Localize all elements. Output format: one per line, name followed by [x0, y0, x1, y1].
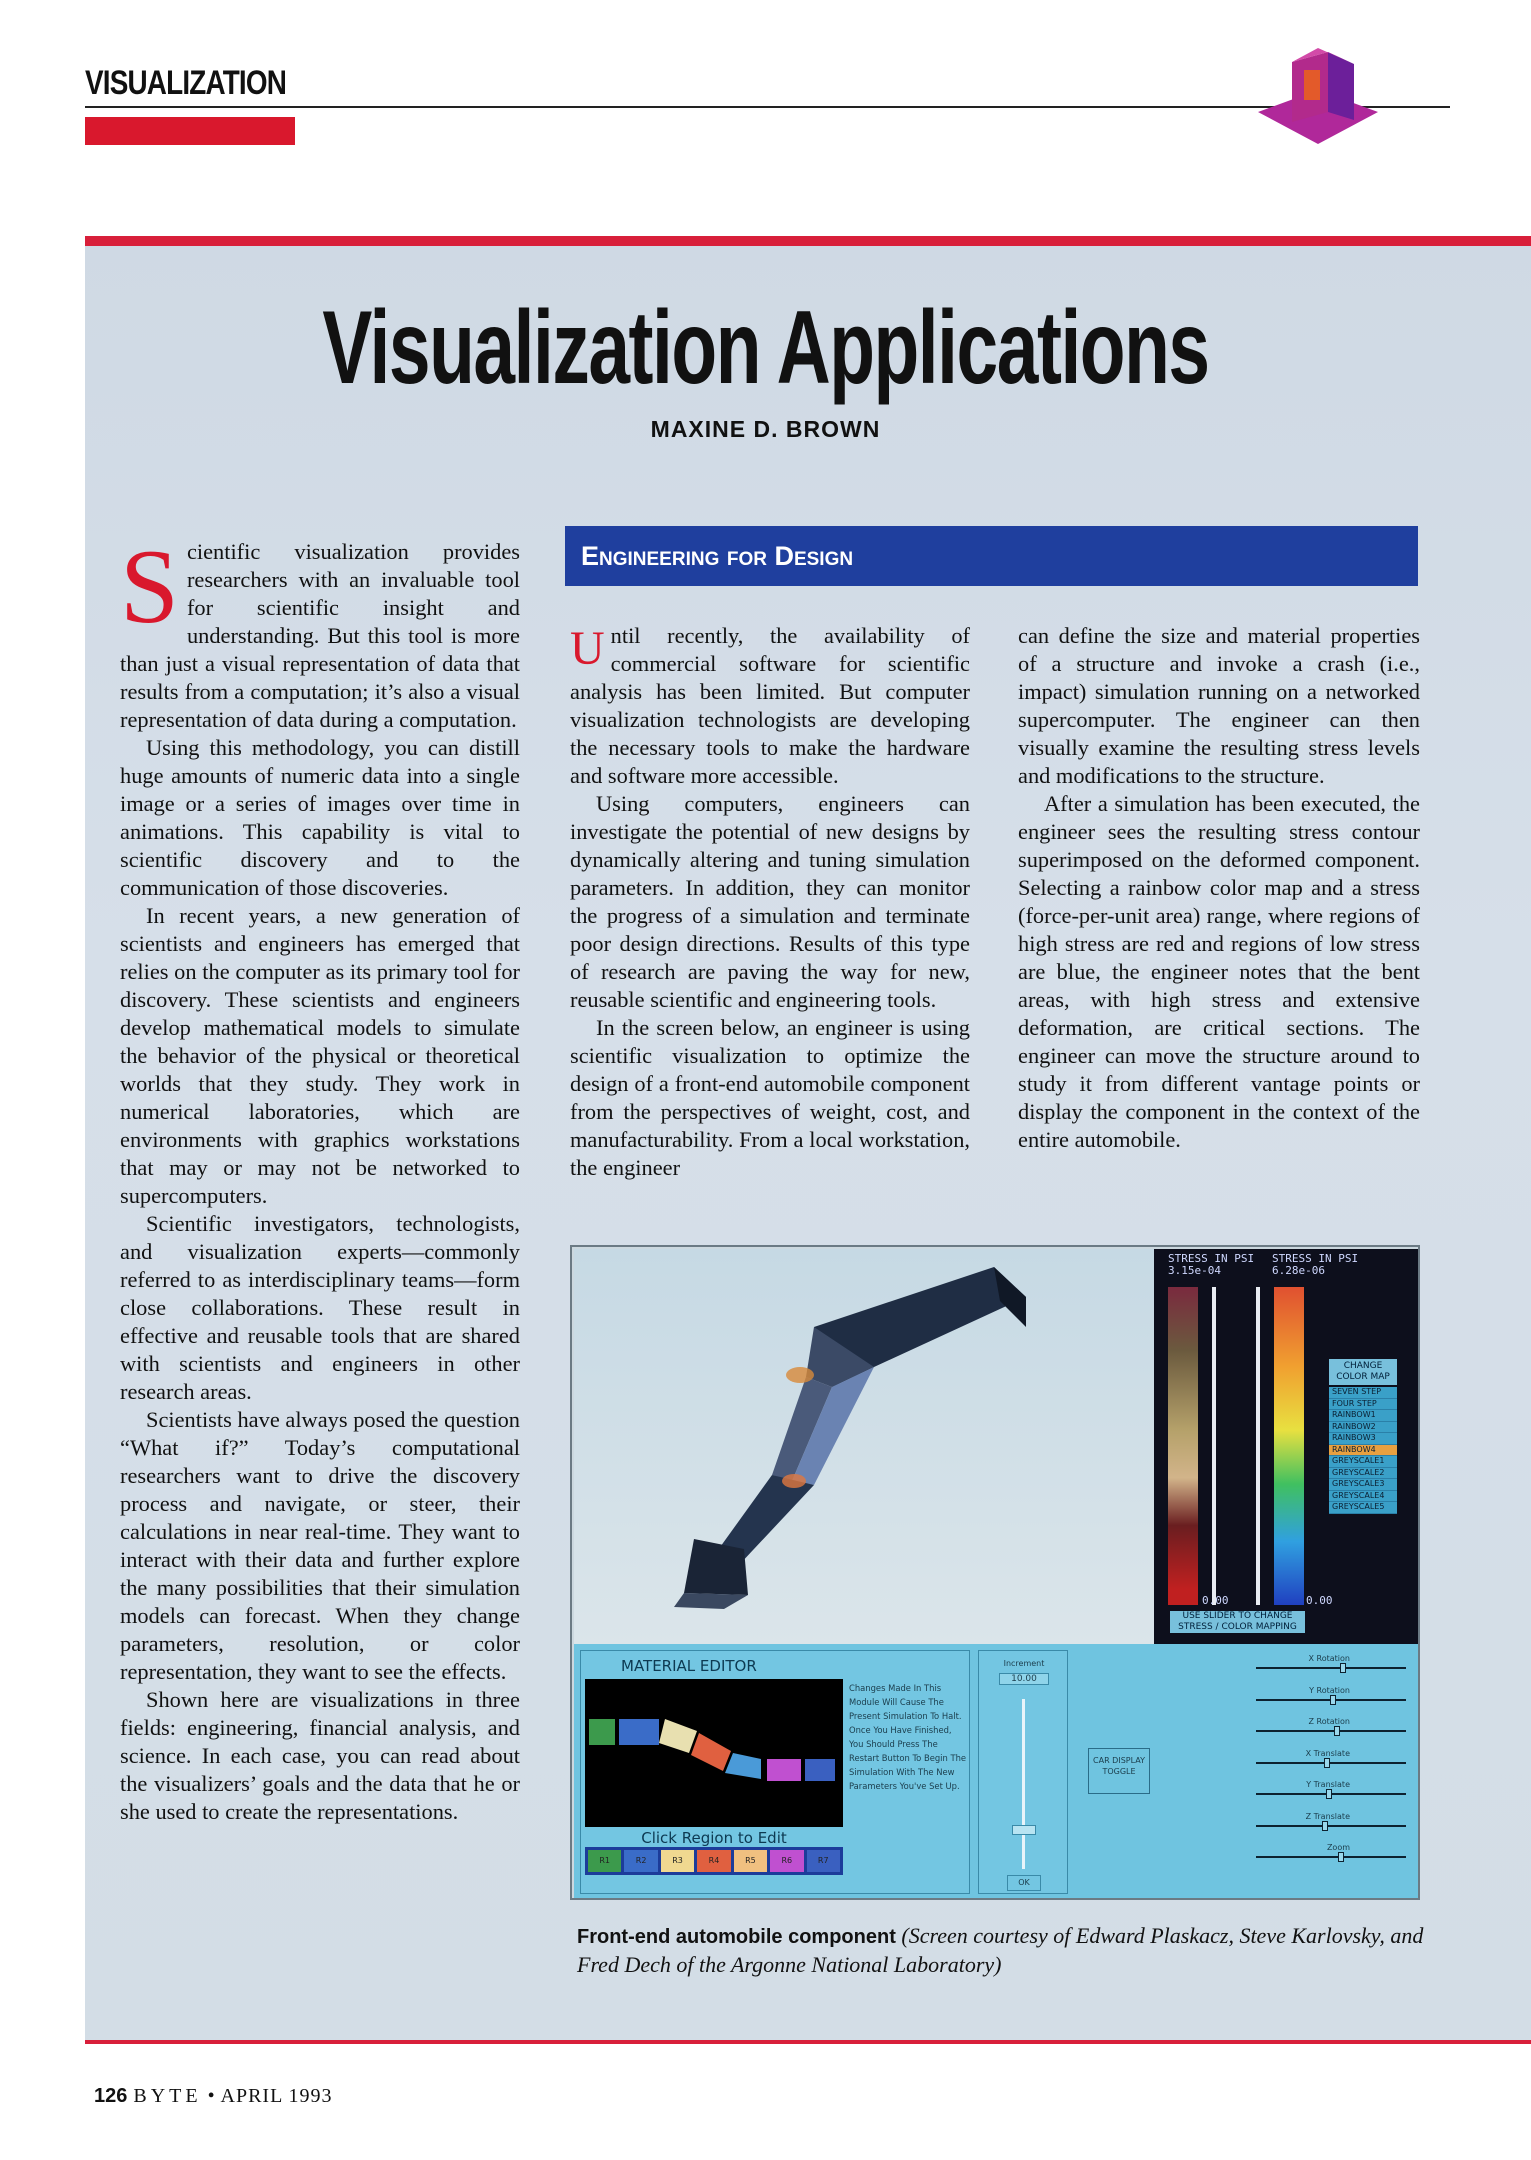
region-button[interactable]: R5 — [734, 1850, 767, 1872]
z-translate-slider[interactable]: Z Translate — [1160, 1812, 1410, 1844]
engineering-column-1 — [570, 622, 970, 1182]
intro-paragraph: Scientists have always posed the question “What if?” Today’s computational researchers want to drive the discovery process and navigate, or steer, their calculations in near real-time. They want to interact with their data and further explore the many possibilities that their simulation models can forecast. When they change parameters, resolution, or color representation, they want to see the effects. — [120, 1407, 520, 1684]
material-preview[interactable] — [585, 1679, 843, 1827]
color-map-option[interactable]: RAINBOW2 — [1329, 1422, 1397, 1434]
increment-label: Increment — [1003, 1659, 1045, 1668]
material-notes: Changes Made In This Module Will Cause The Present Simulation To Halt. Once You Have Finished, You Should Press The Restart Button To Begin The Simulation With The New Parameters You've Set Up. — [849, 1683, 967, 1791]
stress-colorbar-right — [1274, 1287, 1304, 1605]
color-map-option[interactable]: GREYSCALE1 — [1329, 1456, 1397, 1468]
increment-slider-knob[interactable] — [1012, 1825, 1036, 1835]
magazine-name: BYTE — [133, 2085, 202, 2107]
color-map-option[interactable]: RAINBOW1 — [1329, 1410, 1397, 1422]
article-author: MAXINE D. BROWN — [650, 416, 881, 442]
color-map-list — [1329, 1387, 1397, 1514]
figure-caption: Front-end automobile component (Screen courtesy of Edward Plaskacz, Steve Karlovsky, and Fred Dech of the Argonne National Laboratory) — [577, 1923, 1424, 1977]
stress-legend-panel — [1154, 1249, 1418, 1644]
stress-right-value: 6.28e-06 — [1272, 1264, 1325, 1277]
click-region-label: Click Region to Edit — [585, 1829, 843, 1847]
engineering-paragraph: After a simulation has been executed, the engineer sees the resulting stress contour superimposed on the deformed component. Selecting a rainbow color map and a stress (force-per-unit area) range, where regions of high stress are red and regions of low stress are blue, the engineer notes that the bent areas, with high stress and extensive deformation, are critical sections. The engineer can move the structure around to study it from different vantage points or display the component in the context of the entire automobile. — [1018, 791, 1420, 1152]
x-rotation-slider[interactable]: X Rotation — [1160, 1654, 1410, 1686]
stress-right-min: 0.00 — [1306, 1594, 1333, 1607]
stress-left-min: 0.00 — [1202, 1594, 1229, 1607]
color-map-option[interactable]: GREYSCALE5 — [1329, 1502, 1397, 1514]
material-editor-title: MATERIAL EDITOR — [621, 1657, 757, 1675]
increment-control — [978, 1650, 1068, 1894]
region-buttons — [585, 1847, 843, 1875]
panel-bottom-rule — [85, 2040, 1531, 2044]
header-rule — [85, 106, 1450, 108]
intro-paragraph: In recent years, a new generation of scientists and engineers has emerged that relies on the computer as its primary tool for discovery. These scientists and engineers develop mathematical models to simulate the behavior of the physical or theoretical worlds that they study. They work in numerical laboratories, which are environments with graphics workstations that may or may not be networked to supercomputers. — [120, 903, 520, 1208]
x-translate-slider[interactable]: X Translate — [1160, 1749, 1410, 1781]
cube-logo-icon — [1258, 40, 1378, 152]
y-translate-slider[interactable]: Y Translate — [1160, 1780, 1410, 1812]
engineering-paragraph: can define the size and material properties of a structure and invoke a crash (i.e., impact) simulation running on a networked supercomputer. The engineer can then visually examine the resulting stress levels and modifications to the structure. — [1018, 623, 1420, 788]
header-red-tab — [85, 117, 295, 145]
simulation-screenshot — [570, 1245, 1420, 1900]
color-map-option[interactable]: FOUR STEP — [1329, 1399, 1397, 1411]
stress-slider-right[interactable] — [1256, 1287, 1260, 1605]
increment-value[interactable]: 10.00 — [999, 1673, 1049, 1685]
control-panel — [574, 1644, 1420, 1900]
region-button[interactable]: R1 — [588, 1850, 621, 1872]
color-map-title: CHANGE COLOR MAP — [1329, 1359, 1397, 1385]
increment-slider[interactable] — [1022, 1699, 1025, 1869]
intro-paragraph: Shown here are visualizations in three fields: engineering, financial analysis, and science. In each case, you can read about the visualizers’ goals and the data that he or she used to create the representations. — [120, 1687, 520, 1824]
intro-dropcap: S — [120, 528, 179, 645]
engineering-paragraph: In the screen below, an engineer is using scientific visualization to optimize the design of a front-end automobile component from the perspectives of weight, cost, and manufacturability. From a local workstation, the engineer — [570, 1015, 970, 1180]
color-map-option-selected[interactable]: RAINBOW4 — [1329, 1445, 1397, 1457]
engineering-column-2 — [1018, 622, 1420, 1154]
intro-paragraph: Scientific visualization provides researchers with an invaluable tool for scientific insight and understanding. But this tool is more than just a visual representation of data that results from a computation; it’s also a visual representation of data during a computation. — [120, 528, 520, 732]
stress-right-label: STRESS IN PSI — [1272, 1252, 1359, 1265]
y-rotation-slider[interactable]: Y Rotation — [1160, 1686, 1410, 1718]
engineering-heading: Engineering for Design — [565, 526, 1418, 586]
transform-sliders — [1160, 1654, 1410, 1875]
color-map-option[interactable]: GREYSCALE2 — [1329, 1468, 1397, 1480]
panel-top-rule — [85, 236, 1531, 246]
color-map-option[interactable]: SEVEN STEP — [1329, 1387, 1397, 1399]
ok-button[interactable]: OK — [1007, 1875, 1041, 1891]
component-regions-icon — [585, 1679, 843, 1827]
region-button[interactable]: R3 — [661, 1850, 694, 1872]
color-map-option[interactable]: GREYSCALE4 — [1329, 1491, 1397, 1503]
deformed-component-icon — [574, 1249, 1154, 1644]
stress-left-value: 3.15e-04 — [1168, 1264, 1221, 1277]
stress-colorbar-left — [1168, 1287, 1198, 1605]
region-button[interactable]: R7 — [807, 1850, 840, 1872]
issue-date: APRIL 1993 — [220, 2085, 333, 2107]
intro-paragraph: Scientific investigators, technologists, and visualization experts—commonly referred to as interdisciplinary teams—form close collaborations. These result in effective and reusable tools that are shared with scientists and engineers in other research areas. — [120, 1211, 520, 1404]
region-button[interactable]: R6 — [770, 1850, 803, 1872]
material-editor — [580, 1650, 970, 1894]
slider-caption: USE SLIDER TO CHANGE STRESS / COLOR MAPPING — [1170, 1611, 1305, 1633]
intro-paragraph: Using this methodology, you can distill huge amounts of numeric data into a single image or a series of images over time in animations. This capability is vital to scientific discovery and to the communication of those discoveries. — [120, 735, 520, 900]
stress-left-label: STRESS IN PSI — [1168, 1252, 1255, 1265]
page-number: 126 — [94, 2085, 128, 2107]
section-label: VISUALIZATION — [85, 64, 287, 102]
article-title: Visualization Applications — [322, 290, 1209, 406]
engineering-dropcap: U — [570, 622, 605, 675]
region-button[interactable]: R4 — [697, 1850, 730, 1872]
stress-slider-left[interactable] — [1212, 1287, 1216, 1605]
region-button[interactable]: R2 — [624, 1850, 657, 1872]
engineering-paragraph: Until recently, the availability of commercial software for scientific analysis has been limited. But computer visualization technologists are developing the necessary tools to make the hardware and software more accessible. — [570, 622, 970, 788]
zoom-slider[interactable]: Zoom — [1160, 1843, 1410, 1875]
z-rotation-slider[interactable]: Z Rotation — [1160, 1717, 1410, 1749]
car-display-toggle-button[interactable]: CAR DISPLAY TOGGLE — [1088, 1748, 1150, 1794]
page-footer: 126 BYTE • APRIL 1993 — [94, 2085, 333, 2107]
render-viewport — [574, 1249, 1154, 1644]
color-map-option[interactable]: RAINBOW3 — [1329, 1433, 1397, 1445]
color-map-option[interactable]: GREYSCALE3 — [1329, 1479, 1397, 1491]
engineering-paragraph: Using computers, engineers can investigate the potential of new designs by dynamically altering and tuning simulation parameters. In addition, they can monitor the progress of a simulation and terminate poor design directions. Results of this type of research are paving the way for new, reusable scientific and engineering tools. — [570, 791, 970, 1012]
intro-column — [120, 528, 520, 1826]
